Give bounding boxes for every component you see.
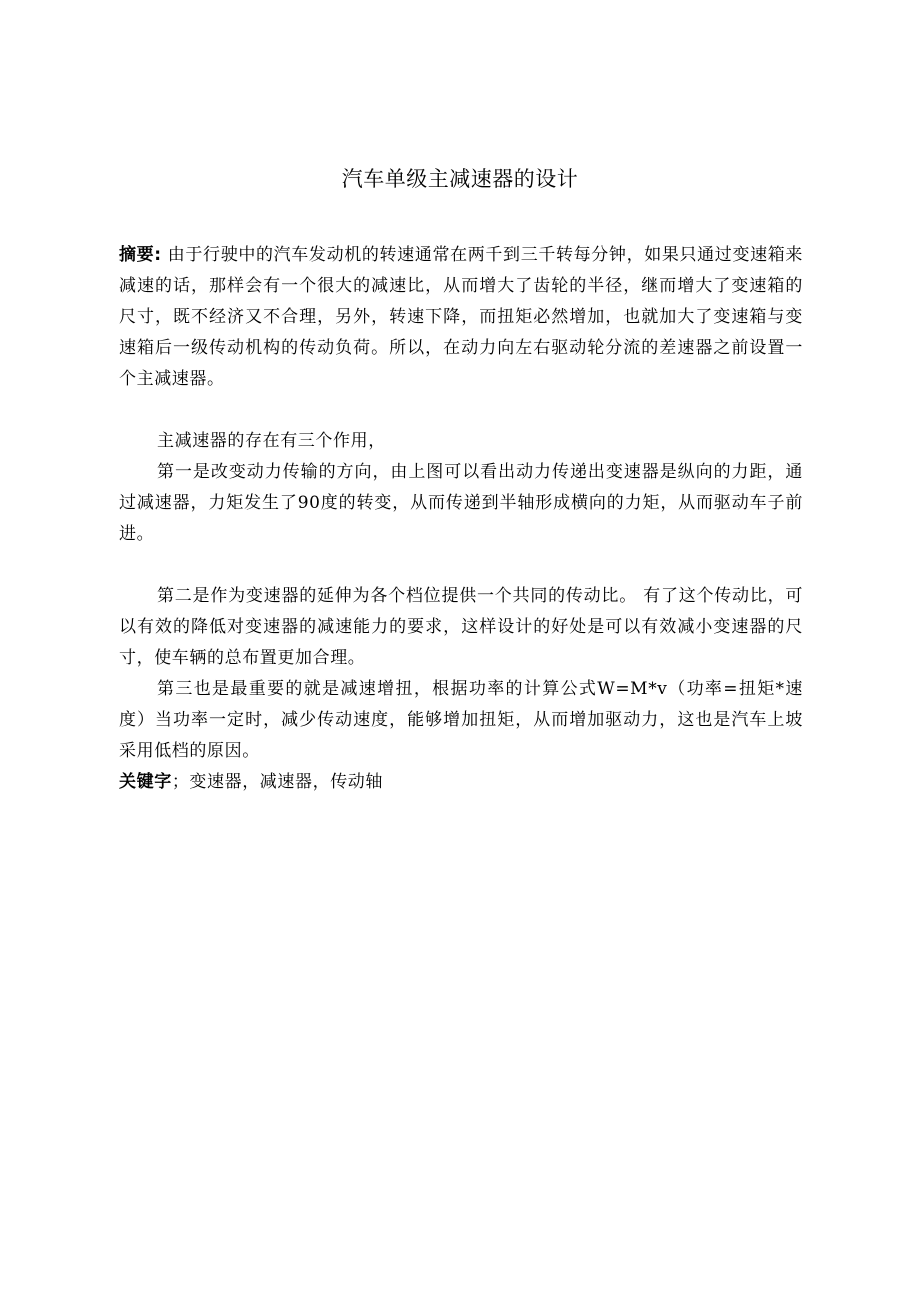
body-paragraph-4: 第三也是最重要的就是减速增扭，根据功率的计算公式W=M*v（功率=扭矩*速度）当功率一定时，减少传动速度，能够增加扭矩，从而增加驱动力，这也是汽车上坡采用低档的原因。	[119, 679, 803, 761]
keywords-label: 关键字	[119, 772, 172, 792]
body-paragraph-3: 第二是作为变速器的延伸为各个档位提供一个共同的传动比。 有了这个传动比，可以有效的降低对变速器的减速能力的要求，这样设计的好处是可以有效减小变速器的尺寸，使车辆的总布置更加合理。	[119, 586, 803, 668]
abstract-paragraph	[119, 240, 803, 395]
keywords-line	[119, 767, 803, 798]
document-title: 汽车单级主减速器的设计	[341, 167, 579, 191]
body-paragraph-1: 主减速器的存在有三个作用，	[157, 431, 386, 451]
keywords-text: ；变速器，减速器，传动轴	[171, 772, 384, 792]
abstract-label: 摘要:	[119, 245, 162, 265]
body-paragraph-2: 第一是改变动力传输的方向，由上图可以看出动力传递出变速器是纵向的力距，通过减速器，力矩发生了90度的转变，从而传递到半轴形成横向的力矩，从而驱动车子前进。	[119, 462, 803, 544]
abstract-text: 由于行驶中的汽车发动机的转速通常在两千到三千转每分钟，如果只通过变速箱来减速的话，那样会有一个很大的减速比，从而增大了齿轮的半径，继而增大了变速箱的尺寸，既不经济又不合理，另外，转速下降，而扭矩必然增加，也就加大了变速箱与变速箱后一级传动机构的传动负荷。所以，在动力向左右驱动轮分流的差速器之前设置一个主减速器。	[119, 245, 803, 389]
